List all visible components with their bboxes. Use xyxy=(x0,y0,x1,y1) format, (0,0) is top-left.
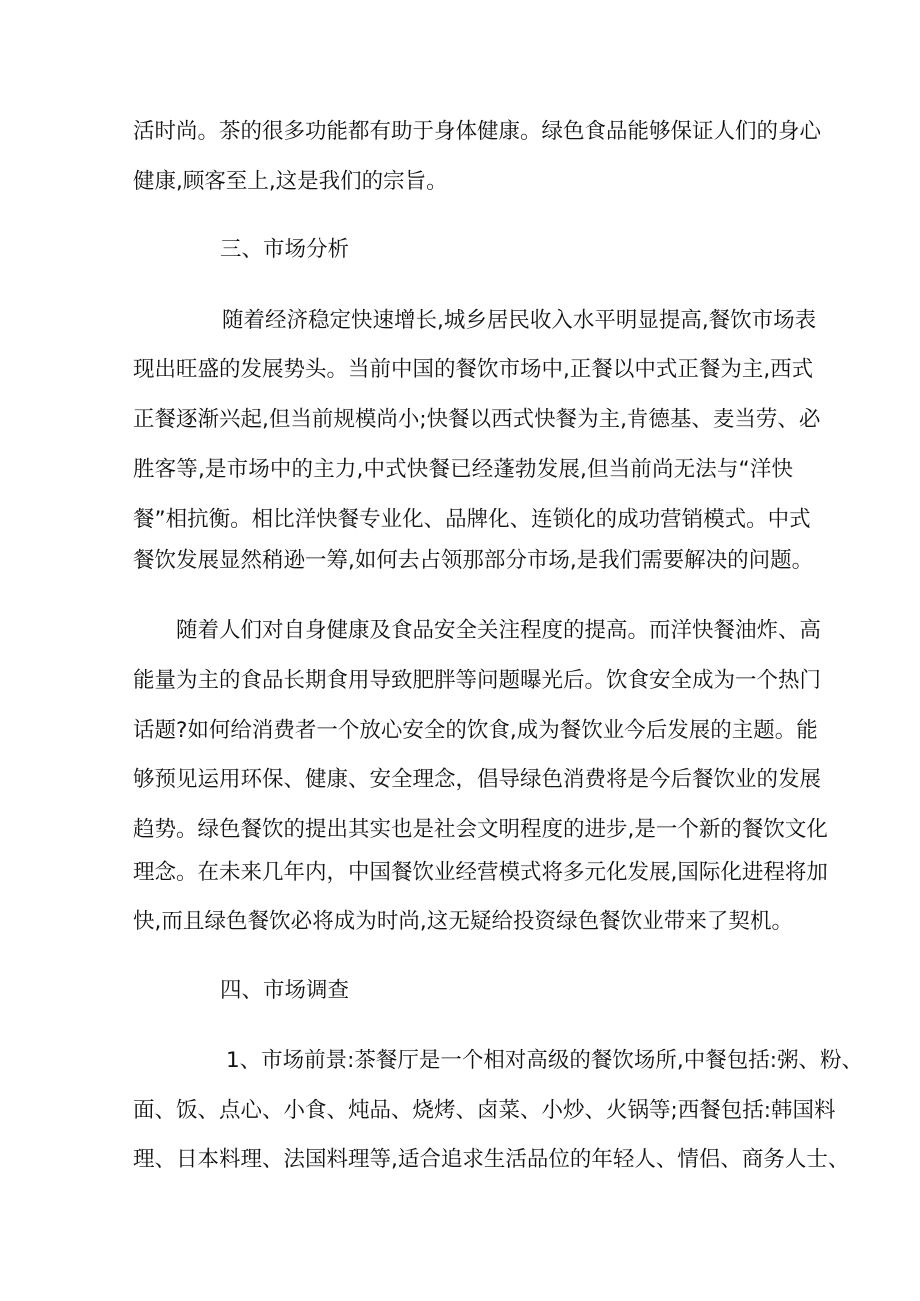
paragraph-line: 正餐逐渐兴起,但当前规模尚小;快餐以西式快餐为主,肯德基、麦当劳、必 xyxy=(133,407,821,432)
paragraph-line: 话题?如何给消费者一个放心安全的饮食,成为餐饮业今后发展的主题。能 xyxy=(133,718,818,743)
paragraph-line: 餐饮发展显然稍逊一筹,如何去占领那部分市场,是我们需要解决的问题。 xyxy=(133,548,814,573)
paragraph-line: 够预见运用环保、健康、安全理念，倡导绿色消费将是今后餐饮业的发展 xyxy=(133,767,822,792)
paragraph-line: 现出旺盛的发展势头。当前中国的餐饮市场中,正餐以中式正餐为主,西式 xyxy=(133,357,814,382)
paragraph-line: 面、饭、点心、小食、炖品、烧烤、卤菜、小炒、火锅等;西餐包括:韩国料 xyxy=(133,1098,836,1123)
paragraph-line: 趋势。绿色餐饮的提出其实也是社会文明程度的进步,是一个新的餐饮文化 xyxy=(133,817,828,842)
paragraph-line: 1、市场前景:茶餐厅是一个相对高级的餐饮场所,中餐包括:粥、粉、 xyxy=(226,1048,864,1073)
paragraph-line: 随着经济稳定快速增长,城乡居民收入水平明显提高,餐饮市场表 xyxy=(222,308,817,333)
paragraph-line: 快,而且绿色餐饮必将成为时尚,这无疑给投资绿色餐饮业带来了契机。 xyxy=(133,909,793,934)
paragraph-line: 胜客等,是市场中的主力,中式快餐已经蓬勃发展,但当前尚无法与“洋快 xyxy=(133,457,793,482)
paragraph-line: 理念。在未来几年内，中国餐饮业经营模式将多元化发展,国际化进程将加 xyxy=(133,860,828,885)
intro-line-2: 健康,顾客至上,这是我们的宗旨。 xyxy=(133,169,448,194)
paragraph-line: 能量为主的食品长期食用导致肥胖等问题曝光后。饮食安全成为一个热门 xyxy=(133,668,822,693)
section-heading-market-survey: 四、市场调查 xyxy=(220,978,350,1003)
intro-line-1: 活时尚。茶的很多功能都有助于身体健康。绿色食品能够保证人们的身心 xyxy=(133,119,822,144)
section-heading-market-analysis: 三、市场分析 xyxy=(220,237,350,262)
paragraph-line: 理、日本料理、法国料理等,适合追求生活品位的年轻人、情侣、商务人士、 xyxy=(133,1147,850,1172)
paragraph-line: 随着人们对自身健康及食品安全关注程度的提高。而洋快餐油炸、高 xyxy=(176,618,822,643)
paragraph-line: 餐”相抗衡。相比洋快餐专业化、品牌化、连锁化的成功营销模式。中式 xyxy=(133,507,811,532)
